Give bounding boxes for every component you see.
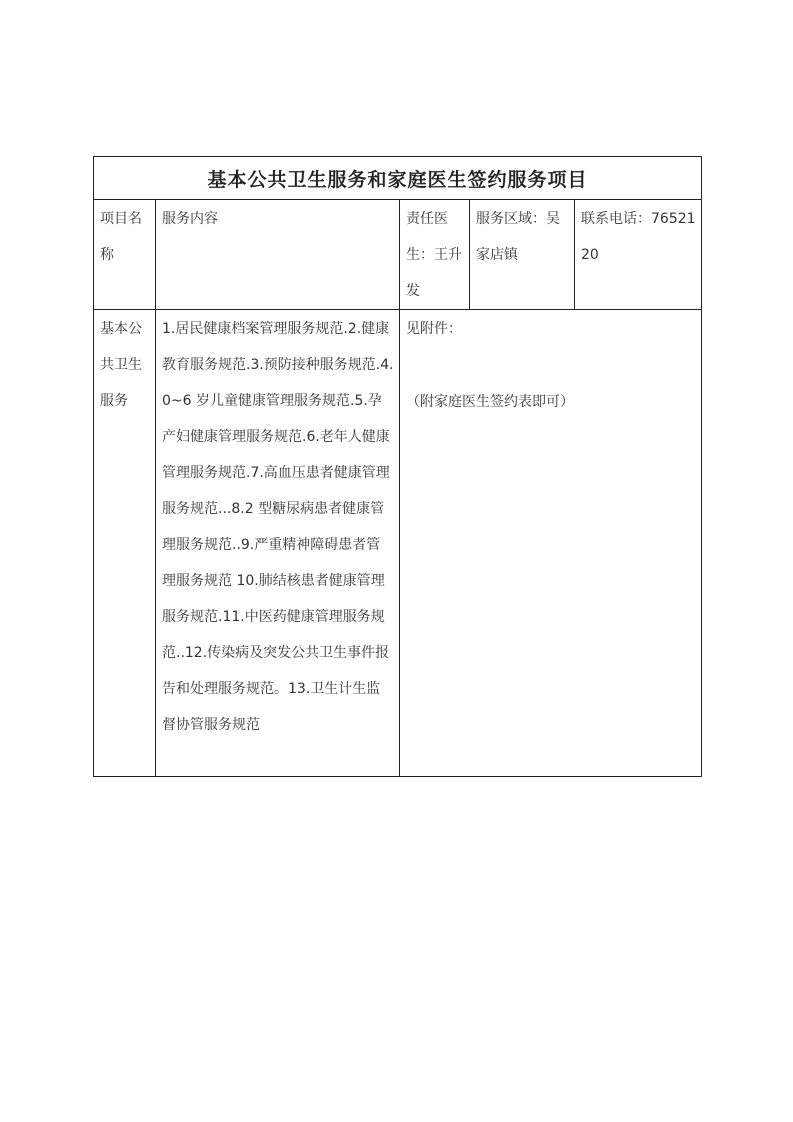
attachment-label: 见附件： bbox=[406, 321, 462, 337]
attachment-note: （附家庭医生签约表即可） bbox=[406, 394, 574, 410]
header-service-content: 服务内容 bbox=[162, 211, 218, 227]
row-item-name-cell bbox=[94, 310, 156, 777]
header-service-content-cell bbox=[156, 200, 400, 310]
row-attachment-cell bbox=[400, 310, 702, 777]
table-title: 基本公共卫生服务和家庭医生签约服务项目 bbox=[94, 157, 702, 200]
header-contact-phone-cell bbox=[575, 200, 702, 310]
header-item-name-cell bbox=[94, 200, 156, 310]
attachment-spacer bbox=[400, 347, 701, 383]
row-service-content-cell bbox=[156, 310, 400, 777]
row-item-name: 基本公共卫生服务 bbox=[100, 321, 142, 409]
header-contact-phone: 联系电话：7652120 bbox=[581, 211, 696, 263]
header-item-name: 项目名称 bbox=[100, 211, 142, 263]
service-items-table bbox=[93, 156, 702, 777]
row-service-content: 1.居民健康档案管理服务规范.2.健康教育服务规范.3.预防接种服务规范.4.0~6 岁儿童健康管理服务规范.5.孕产妇健康管理服务规范.6.老年人健康管理服务规范.7.高血压患者健康管理服务规范...8.2 型糖尿病患者健康管理服务规范..9.严重精神障碍患者管理服务规范 10.肺结核患者健康管理服务规范.11.中医药健康管理服务规范..12.传染病及突发公共卫生事件报告和处理服务规范。13.卫生计生监督协管服务规范 bbox=[162, 321, 394, 733]
header-responsible-doctor-cell bbox=[400, 200, 470, 310]
header-responsible-doctor: 责任医生：王升发 bbox=[406, 211, 462, 299]
header-service-area: 服务区域：吴家店镇 bbox=[476, 211, 560, 263]
header-service-area-cell bbox=[470, 200, 575, 310]
